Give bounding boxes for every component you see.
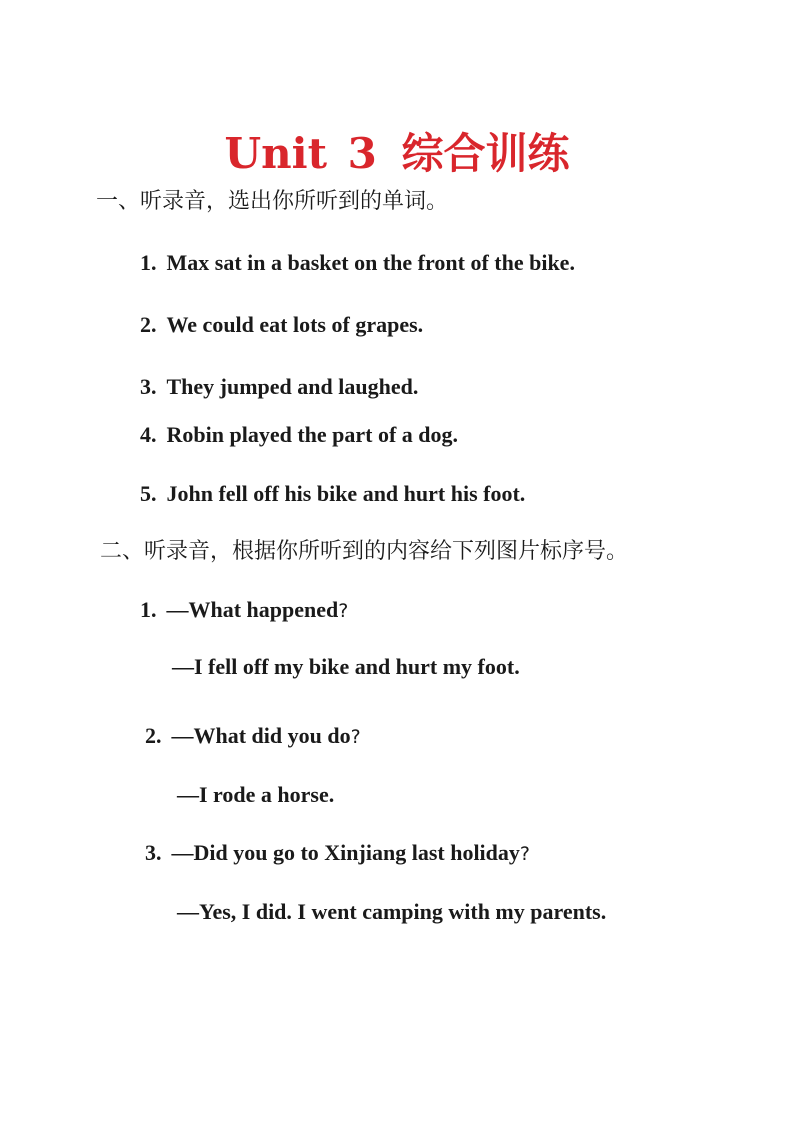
list-item: 4. Robin played the part of a dog. — [140, 422, 459, 447]
dialogue-question: 1. —What happened? — [140, 597, 349, 622]
title-prefix: Unit — [224, 129, 328, 178]
page-title — [0, 126, 794, 182]
list-item: 3. They jumped and laughed. — [140, 374, 419, 399]
title-number: 3 — [347, 129, 377, 178]
list-item: 5. John fell off his bike and hurt his foot. — [140, 481, 526, 506]
dialogue-answer: —I rode a horse. — [177, 782, 335, 807]
dialogue-question: 3. —Did you go to Xinjiang last holiday? — [145, 840, 530, 865]
list-item: 1. Max sat in a basket on the front of the bike. — [140, 250, 575, 275]
dialogue-question: 2. —What did you do? — [145, 723, 361, 748]
title-suffix: 综合训练 — [401, 129, 570, 178]
dialogue-answer: —I fell off my bike and hurt my foot. — [172, 654, 520, 679]
section-1-heading: 一、听录音，选出你所听到的单词。 — [96, 189, 449, 214]
dialogue-answer: —Yes, I did. I went camping with my parents. — [177, 899, 607, 924]
list-item: 2. We could eat lots of grapes. — [140, 312, 424, 337]
section-2-heading: 二、听录音，根据你所听到的内容给下列图片标序号。 — [100, 539, 629, 564]
